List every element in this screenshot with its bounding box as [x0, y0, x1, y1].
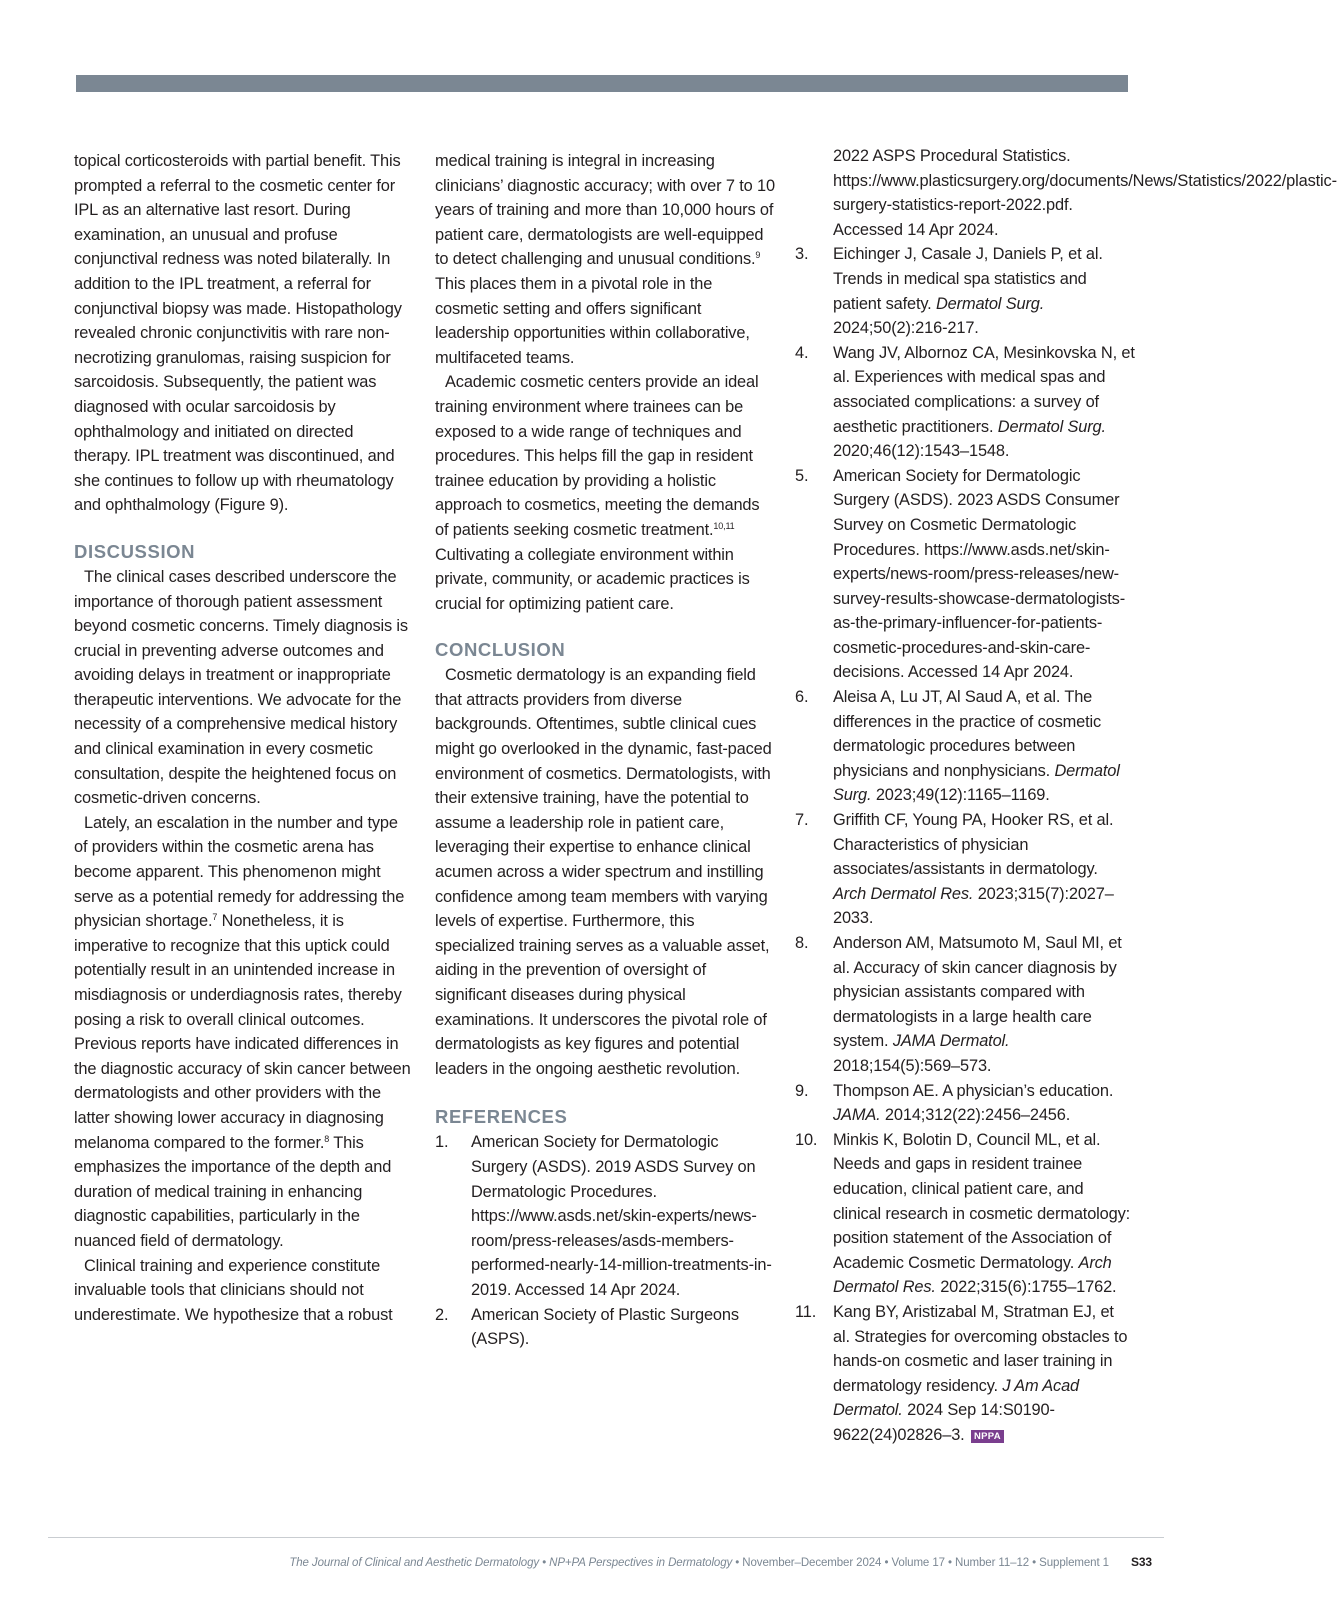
- journal-name: Dermatol Surg.: [997, 417, 1106, 436]
- reference-text: American Society of Plastic Surgeons (ASPS).: [471, 1305, 739, 1349]
- journal-name: J Am Acad Dermatol.: [833, 1376, 1080, 1420]
- references-heading: REFERENCES: [435, 1106, 568, 1128]
- reference-item: [795, 1128, 1135, 1300]
- reference-list-continued: [795, 242, 1135, 1447]
- journal-name: JAMA Dermatol.: [892, 1032, 1010, 1051]
- text-span: This emphasizes the importance of the depth and duration of medical training in enhancing diagnostic capabilities, particularly in the nuanced field of dermatology.: [74, 1133, 392, 1250]
- journal-name: Arch Dermatol Res.: [833, 1253, 1112, 1297]
- discussion-paragraph-2: [74, 811, 412, 1254]
- case-paragraph: topical corticosteroids with partial benefit. This prompted a referral to the cosmetic center for IPL as an alternative last resort. During examination, an unusual and profuse conjunctival redness was noted bilaterally. In addition to the IPL treatment, a referral for conjunctival biopsy was made. Histopathology revealed chronic conjunctivitis with rare non-necrotizing granulomas, raising suspicion for sarcoidosis. Subsequently, the patient was diagnosed with ocular sarcoidosis by ophthalmology and initiated on directed therapy. IPL treatment was discontinued, and she continues to follow up with rheumatology and ophthalmology (Figure 9).: [74, 152, 402, 515]
- nppa-badge: NPPA: [971, 1430, 1004, 1443]
- conclusion-heading: CONCLUSION: [435, 639, 566, 661]
- text-span: medical training is integral in increasing clinicians’ diagnostic accuracy; with over 7 to 10 years of training and more than 10,000 hours of patient care, dermatologists are well-equipped to detect challenging and unusual conditions.: [435, 152, 775, 269]
- footer-journal: The Journal of Clinical and Aesthetic Dermatology • NP+PA Perspectives in Dermatology: [289, 1557, 733, 1569]
- header-bar: [76, 75, 1128, 92]
- reference-item: [795, 1300, 1135, 1448]
- journal-name: Arch Dermatol Res.: [833, 884, 974, 903]
- reference-text: Wang JV, Albornoz CA, Mesinkovska N, et al. Experiences with medical spas and associated complications: a survey of aesthetic practitioners.: [833, 343, 1135, 436]
- reference-text: Anderson AM, Matsumoto M, Saul MI, et al. Accuracy of skin cancer diagnosis by physician assistants compared with dermatologists in a large health care system.: [833, 934, 1122, 1051]
- citation-10-11: 10,11: [713, 520, 735, 531]
- footer-divider: [48, 1537, 1164, 1538]
- column-2: [435, 149, 775, 1352]
- reference-text: American Society for Dermatologic Surgery (ASDS). 2019 ASDS Survey on Dermatologic Procedures. https://www.asds.net/skin-experts/news-room/press-releases/asds-members-performed-nearly-14-million-treatments-in-2019. Accessed 14 Apr 2024.: [471, 1133, 772, 1299]
- reference-text: Thompson AE. A physician’s education.: [833, 1081, 1114, 1100]
- reference-text: Griffith CF, Young PA, Hooker RS, et al. Characteristics of physician associates/assistants in dermatology.: [833, 811, 1114, 879]
- discussion-paragraph-1: The clinical cases described underscore the importance of thorough patient assessment beyond cosmetic concerns. Timely diagnosis is crucial in preventing adverse outcomes and avoiding delays in treatment or inappropriate therapeutic interventions. We advocate for the necessity of a comprehensive medical history and clinical examination in every cosmetic consultation, despite the heightened focus on cosmetic-driven concerns.: [74, 567, 408, 808]
- reference-number: 1.: [435, 1133, 449, 1152]
- reference-citation: 2018;154(5):569–573.: [833, 1056, 992, 1075]
- reference-number: 5.: [795, 466, 809, 485]
- reference-number: 3.: [795, 245, 809, 264]
- reference-citation: 2020;46(12):1543–1548.: [833, 442, 1010, 461]
- reference-citation: 2024 Sep 14:S0190-9622(24)02826–3.: [833, 1401, 1055, 1444]
- text-span: Cultivating a collegiate environment within private, community, or academic practices is crucial for optimizing patient care.: [435, 545, 750, 613]
- reference-citation: 2014;312(22):2456–2456.: [880, 1106, 1071, 1125]
- reference-text: Aleisa A, Lu JT, Al Saud A, et al. The differences in the practice of cosmetic dermatologic procedures between physicians and nonphysicians.: [833, 688, 1102, 780]
- reference-item: [795, 685, 1135, 808]
- reference-text: Minkis K, Bolotin D, Council ML, et al. Needs and gaps in resident trainee education, clinical patient care, and clinical research in cosmetic dermatology: position statement of the Association of Academic Cosmetic Dermatology.: [833, 1130, 1131, 1272]
- reference-item: [795, 808, 1135, 931]
- reference-item: [795, 1079, 1135, 1128]
- journal-name: JAMA.: [833, 1106, 881, 1125]
- reference-citation: 2024;50(2):216-217.: [833, 319, 979, 338]
- column-3: [795, 144, 1337, 1447]
- reference-citation: 2023;49(12):1165–1169.: [871, 786, 1050, 805]
- reference-number: 9.: [795, 1081, 809, 1100]
- text-span: Nonetheless, it is imperative to recognize that this uptick could potentially result in an unintended increase in misdiagnosis or underdiagnosis rates, thereby posing a risk to overall clinical outcomes. Previous reports have indicated differences in the diagnostic accuracy of skin cancer between dermatologists and other providers with the latter showing lower accuracy in diagnosing melanoma compared to the former.: [74, 912, 411, 1152]
- reference-text: Kang BY, Aristizabal M, Stratman EJ, et al. Strategies for overcoming obstacles to hands-on cosmetic and laser training in dermatology residency.: [833, 1302, 1128, 1395]
- conclusion-paragraph: Cosmetic dermatology is an expanding field that attracts providers from diverse backgrounds. Oftentimes, subtle clinical cues might go overlooked in the dynamic, fast-paced environment of cosmetics. Dermatologists, with their extensive training, have the potential to assume a leadership role in patient care, leveraging their expertise to enhance clinical acumen across a wider spectrum and instilling confidence among team members with varying levels of expertise. Furthermore, this specialized training serves as a valuable asset, aiding in the prevention of oversight of significant diseases during physical examinations. It underscores the pivotal role of dermatologists as key figures and potential leaders in the ongoing aesthetic revolution.: [435, 666, 772, 1078]
- reference-list: [435, 1130, 775, 1351]
- citation-9: 9: [755, 250, 761, 261]
- reference-citation: 2022;315(6):1755–1762.: [935, 1278, 1117, 1297]
- column-1: [74, 149, 412, 1327]
- footer-issue: • November–December 2024 • Volume 17 • Number 11–12 • Supplement 1: [732, 1557, 1109, 1569]
- text-span: This places them in a pivotal role in the cosmetic setting and offers significant leadership opportunities within collaborative, multifaceted teams.: [435, 274, 750, 367]
- reference-item: [435, 1303, 775, 1352]
- reference-citation: 2023;315(7):2027–2033.: [833, 884, 1114, 928]
- citation-8: 8: [324, 1133, 330, 1144]
- reference-text: Eichinger J, Casale J, Daniels P, et al. Trends in medical spa statistics and patient safety.: [833, 245, 1103, 313]
- reference-number: 10.: [795, 1130, 818, 1149]
- academic-paragraph: [435, 370, 775, 616]
- reference-continuation: 2022 ASPS Procedural Statistics. https://www.plasticsurgery.org/documents/News/Statistics/2022/plastic-surgery-statistics-report-2022.pdf. Accessed 14 Apr 2024.: [833, 147, 1337, 239]
- reference-number: 2.: [435, 1305, 449, 1324]
- reference-number: 11.: [795, 1302, 817, 1321]
- discussion-heading: DISCUSSION: [74, 540, 196, 562]
- reference-item: [795, 341, 1135, 464]
- text-span: Lately, an escalation in the number and type of providers within the cosmetic arena has become apparent. This phenomenon might serve as a potential remedy for addressing the physician shortage.: [74, 813, 405, 931]
- text-span: Academic cosmetic centers provide an ideal training environment where trainees can be exposed to a wide range of techniques and procedures. This helps fill the gap in resident trainee education by providing a holistic approach to cosmetics, meeting the demands of patients seeking cosmetic treatment.: [435, 373, 760, 539]
- reference-item: [795, 242, 1135, 340]
- page-number: S33: [1130, 1555, 1152, 1569]
- reference-item: [795, 464, 1135, 685]
- reference-text: American Society for Dermatologic Surgery (ASDS). 2023 ASDS Consumer Survey on Cosmetic Dermatologic Procedures. https://www.asds.net/skin-experts/news-room/press-releases/new-survey-results-showcase-dermatologists-as-the-primary-influencer-for-patients-cosmetic-procedures-and-skin-care-decisions. Accessed 14 Apr 2024.: [833, 466, 1126, 682]
- journal-name: Dermatol Surg.: [936, 294, 1045, 313]
- discussion-paragraph-3: Clinical training and experience constitute invaluable tools that clinicians should not underestimate. We hypothesize that a robust: [74, 1256, 393, 1324]
- reference-number: 6.: [795, 688, 809, 707]
- training-paragraph: [435, 149, 775, 370]
- reference-item: [435, 1130, 775, 1302]
- page-footer: [289, 1555, 1152, 1569]
- reference-number: 4.: [795, 343, 809, 362]
- reference-item: [795, 931, 1135, 1079]
- reference-number: 7.: [795, 811, 809, 830]
- reference-number: 8.: [795, 934, 809, 952]
- journal-name: Dermatol Surg.: [833, 761, 1120, 805]
- citation-7: 7: [212, 912, 218, 923]
